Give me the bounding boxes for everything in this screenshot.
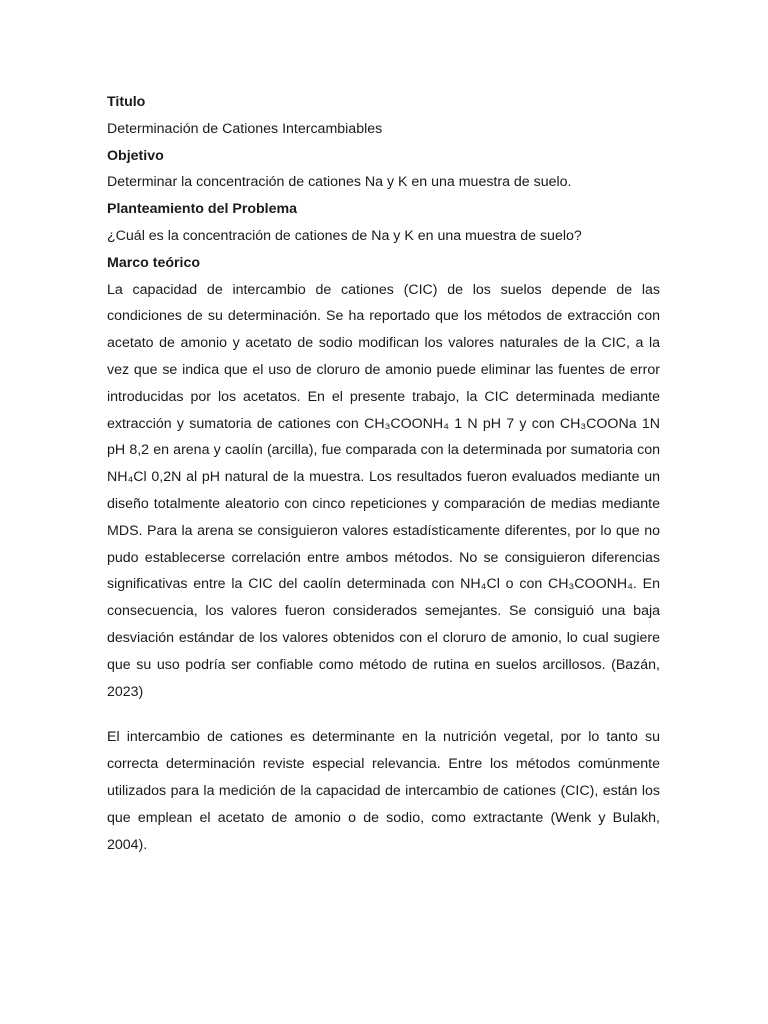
objective-heading: Objetivo	[107, 147, 164, 164]
theory-heading: Marco teórico	[107, 254, 201, 271]
problem-text: ¿Cuál es la concentración de cationes de Na y K en una muestra de suelo?	[107, 227, 582, 244]
theory-paragraph: El intercambio de cationes es determinante en la nutrición vegetal, por lo tanto su correcta determinación reviste especial relevancia. Entre los métodos comúnmente utilizados para la medición de la capacidad de intercambio de cationes (CIC), están los que emplean el acetato de amonio o de sodio, como extractante (Wenk y Bulakh, 2004).	[107, 729, 660, 853]
title-heading: Titulo	[107, 94, 146, 110]
document-page	[107, 89, 660, 858]
objective-text: Determinar la concentración de cationes Na y K en una muestra de suelo.	[107, 174, 572, 191]
problem-heading: Planteamiento del Problema	[107, 201, 298, 218]
theory-paragraph: La capacidad de intercambio de cationes (CIC) de los suelos depende de las condiciones de su determinación. Se ha reportado que los métodos de extracción con acetato de amonio y acetato de sodio modifican los valores naturales de la CIC, a la vez que se indica que el uso de cloruro de amonio puede eliminar las fuentes de error introducidas por los acetatos. En el presente trabajo, la CIC determinada mediante extracción y sumatoria de cationes con CH₃COONH₄ 1 N pH 7 y con CH₃COONa 1N pH 8,2 en arena y caolín (arcilla), fue comparada con la determinada por sumatoria con NH₄Cl 0,2N al pH natural de la muestra. Los resultados fueron evaluados mediante un diseño totalmente aleatorio con cinco repeticiones y comparación de medias mediante MDS. Para la arena se consiguieron valores estadísticamente diferentes, por lo que no pudo establecerse correlación entre ambos métodos. No se consiguieron diferencias significativas entre la CIC del caolín determinada con NH₄Cl o con CH₃COONH₄. En consecuencia, los valores fueron considerados semejantes. Se consiguió una baja desviación estándar de los valores obtenidos con el cloruro de amonio, lo cual sugiere que su uso podría ser confiable como método de rutina en suelos arcillosos. (Bazán, 2023)	[107, 281, 660, 700]
title-text: Determinación de Cationes Intercambiables	[107, 120, 383, 137]
